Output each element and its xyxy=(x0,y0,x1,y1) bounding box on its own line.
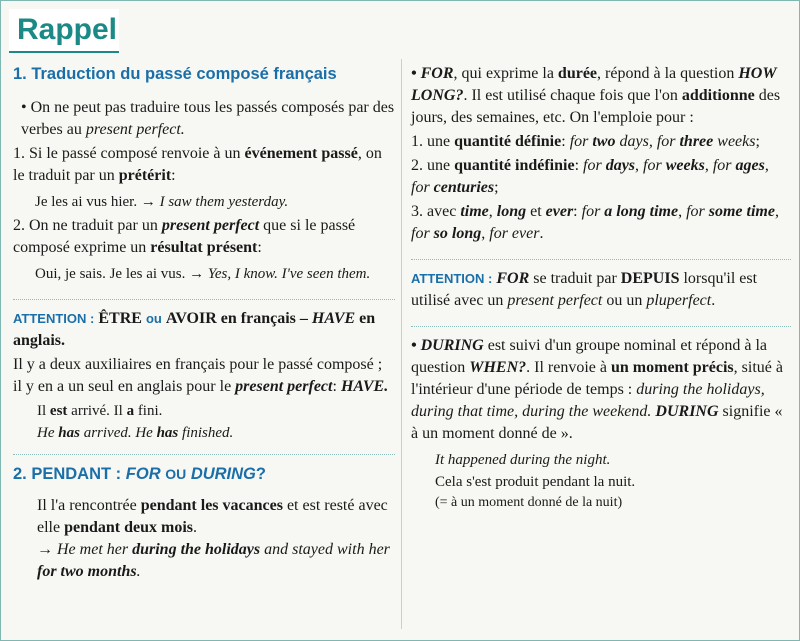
during-definition: • DURING est suivi d'un groupe nominal et répond à la question WHEN?. Il renvoie à un moment précis, situé à l'intérieur d'une période de temps : during the holidays, during that time, during the weekend. DURING signifie « à un moment donné de ». xyxy=(411,337,783,442)
section1-heading: 1. Traduction du passé composé français xyxy=(13,65,337,83)
for-item-3: 3. avec time, long et ever: for a long time, for some time, for so long, for ever. xyxy=(411,203,779,242)
page-title: Rappel xyxy=(17,13,118,46)
attention-1-example-en: He has arrived. He has finished. xyxy=(37,425,234,441)
title-rule xyxy=(9,51,119,53)
during-example-note: (= à un moment donné de la nuit) xyxy=(435,495,623,510)
separator-3 xyxy=(411,259,791,260)
attention-1-text: Il y a deux auxiliaires en français pour le passé composé ; il y en a un seul en anglais pour le present perfect: HAVE. xyxy=(13,356,389,395)
section2-fr: Il l'a rencontrée pendant les vacances et est resté avec elle pendant deux mois. xyxy=(37,497,388,536)
separator-4 xyxy=(411,326,791,327)
attention-2: ATTENTION : FOR se traduit par DEPUIS lorsqu'il est utilisé avec un present perfect ou un pluperfect. xyxy=(411,270,758,309)
right-column xyxy=(411,63,791,513)
example-1: Je les ai vus hier. → I saw them yesterday. xyxy=(35,194,289,210)
rule-2: 2. On ne traduit par un present perfect que si le passé composé exprime un résultat présent: xyxy=(13,217,356,256)
separator-2 xyxy=(13,454,395,455)
attention-1-example-fr: Il est arrivé. Il a fini. xyxy=(37,403,163,419)
for-item-1: 1. une quantité définie: for two days, for three weeks; xyxy=(411,133,760,150)
rule-1: 1. Si le passé composé renvoie à un événement passé, on le traduit par un prétérit: xyxy=(13,145,382,184)
section2-heading: 2. PENDANT : FOR OU DURING? xyxy=(13,465,266,483)
left-column xyxy=(13,63,395,583)
example-2: Oui, je sais. Je les ai vus. → Yes, I know. I've seen them. xyxy=(35,266,371,282)
separator-1 xyxy=(13,299,395,300)
section2-en: → He met her during the holidays and stayed with her for two months. xyxy=(37,541,390,580)
section1-bullet: • On ne peut pas traduire tous les passés composés par des verbes au present perfect. xyxy=(21,99,395,138)
title-tab xyxy=(9,9,119,51)
attention-1-heading: ATTENTION : ÊTRE ou AVOIR en français – HAVE en anglais. xyxy=(13,310,376,349)
for-definition: • FOR, qui exprime la durée, répond à la question HOW LONG?. Il est utilisé chaque fois que l'on additionne des jours, des semaines, etc. On l'emploie pour : xyxy=(411,65,781,126)
for-item-2: 2. une quantité indéfinie: for days, for weeks, for ages, for centuries; xyxy=(411,157,769,196)
column-divider xyxy=(401,59,402,629)
during-example-en: It happened during the night. xyxy=(435,452,611,468)
during-example-fr: Cela s'est produit pendant la nuit. xyxy=(435,474,636,490)
